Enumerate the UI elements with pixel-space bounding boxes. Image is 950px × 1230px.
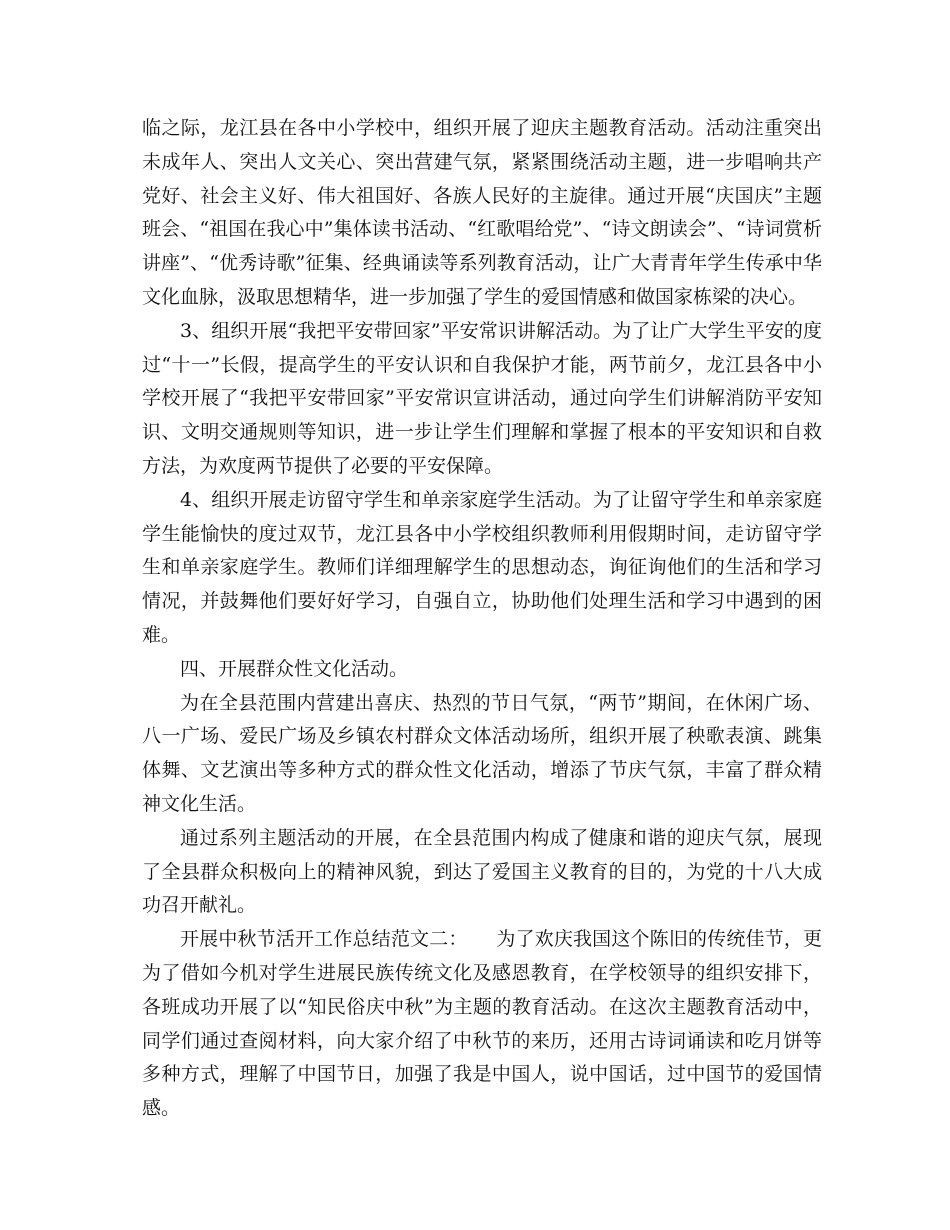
paragraph-cultural-activities: 为在全县范围内营建出喜庆、热烈的节日气氛，“两节”期间，在休闲广场、八一广场、爱民广场及乡镇农村群众文体活动场所，组织开展了秧歌表演、跳集体舞、文艺演出等多种方式的群众性文化活动，增添了节庆气氛，丰富了群众精神文化生活。: [142, 691, 822, 815]
paragraph-continuation: 临之际，龙江县在各中小学校中，组织开展了迎庆主题教育活动。活动注重突出未成年人、突出人文关心、突出营建气氛，紧紧围绕活动主题，进一步唱响共产党好、社会主义好、伟大祖国好、各族人民好的主旋律。通过开展“庆国庆”主题班会、“祖国在我心中”集体读书活动、“红歌唱给党”、“诗文朗读会”、“诗词赏析讲座”、“优秀诗歌”征集、经典诵读等系列教育活动，让广大青青年学生传承中华文化血脉，汲取思想精华，进一步加强了学生的爱国情感和做国家栋梁的决心。: [142, 117, 822, 308]
paragraph-summary: 通过系列主题活动的开展，在全县范围内构成了健康和谐的迎庆气氛，展现了全县群众积极向上的精神风貌，到达了爱国主义教育的目的，为党的十八大成功召开献礼。: [142, 826, 822, 917]
paragraph-visit-activity: 4、组织开展走访留守学生和单亲家庭学生活动。为了让留守学生和单亲家庭学生能愉快的度过双节，龙江县各中小学校组织教师利用假期时间，走访留守学生和单亲家庭学生。教师们详细理解学生的思想动态，询征询他们的生活和学习情况，并鼓舞他们要好好学习，自强自立，协助他们处理生活和学习中遇到的困难。: [142, 488, 822, 646]
section-heading-cultural-activities: 四、开展群众性文化活动。: [180, 657, 409, 680]
paragraph-sample-two: 开展中秋节活开工作总结范文二： 为了欢庆我国这个陈旧的传统佳节，更为了借如今机对学生进展民族传统文化及感恩教育，在学校领导的组织安排下，各班成功开展了以“知民俗庆中秋”为主题的教育活动。在这次主题教育活动中，同学们通过查阅材料，向大家介绍了中秋节的来历，还用古诗词诵读和吃月饼等多种方式，理解了中国节日，加强了我是中国人，说中国话，过中国节的爱国情感。: [142, 928, 822, 1120]
document-body: [142, 112, 822, 1126]
paragraph-safety-activity: 3、组织开展“我把平安带回家”平安常识讲解活动。为了让广大学生平安的度过“十一”长假，提高学生的平安认识和自我保护才能，两节前夕，龙江县各中小学校开展了“我把平安带回家”平安常识宣讲活动，通过向学生们讲解消防平安知识、文明交通规则等知识，进一步让学生们理解和掌握了根本的平安知识和自救方法，为欢度两节提供了必要的平安保障。: [142, 319, 822, 477]
